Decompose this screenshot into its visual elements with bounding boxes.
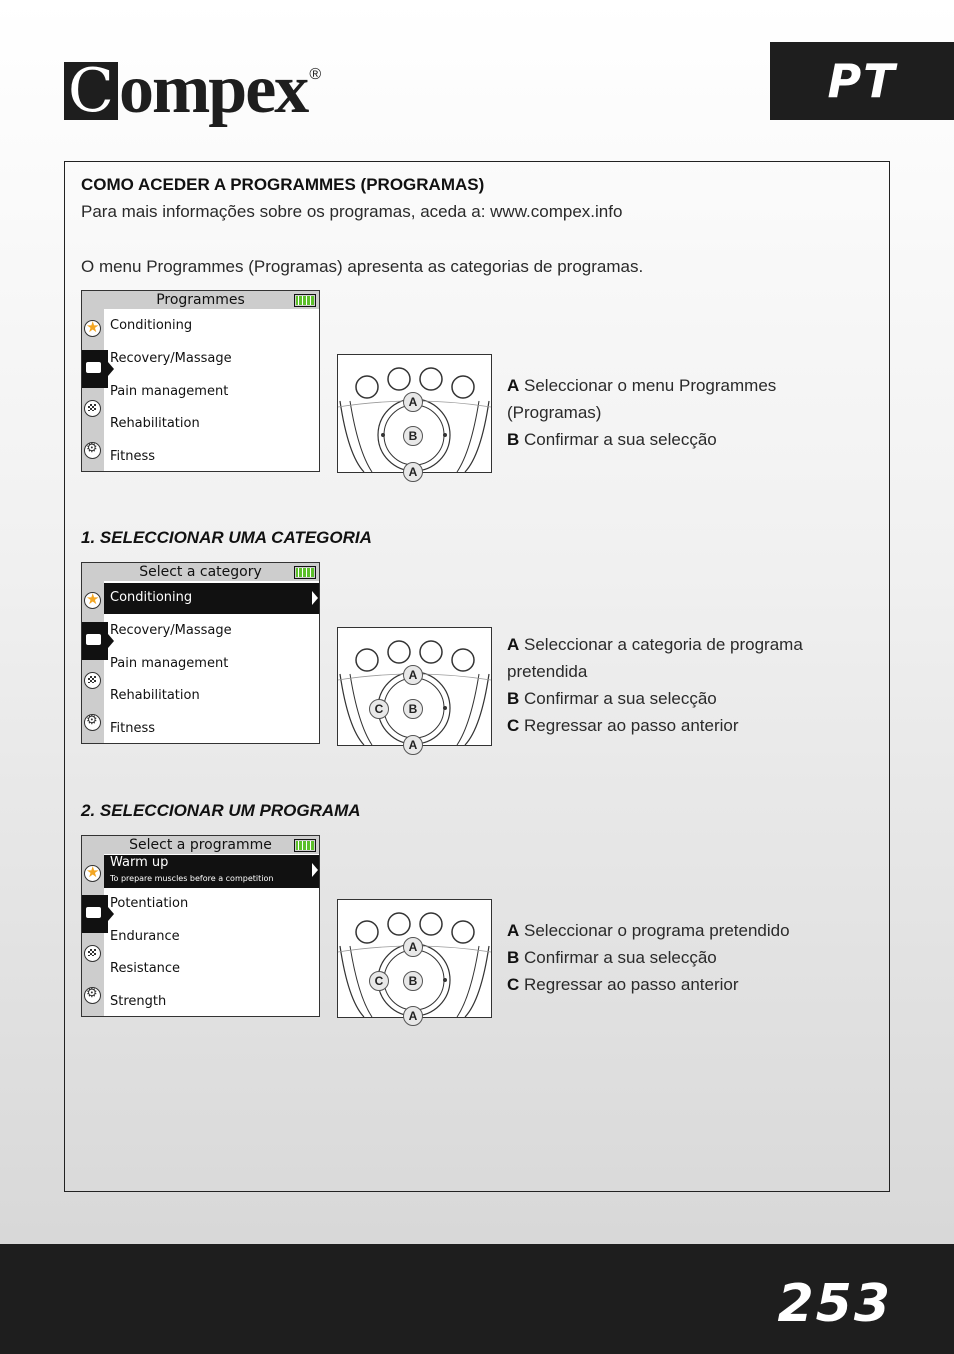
pad-label-b: B: [403, 971, 423, 991]
instruction-b: Confirmar a sua selecção: [519, 430, 717, 449]
screen-title: Select a programme: [82, 836, 319, 854]
key-a: A: [507, 635, 520, 654]
screen-item: Resistance: [110, 961, 181, 976]
pad-label-a: A: [403, 735, 423, 755]
instruction-a: Seleccionar o programa pretendido: [519, 921, 790, 940]
battery-icon: [294, 294, 316, 307]
instructions-1: [507, 372, 776, 453]
language-tab: PT: [770, 42, 954, 120]
battery-icon: [294, 839, 316, 852]
screen-item: Pain management: [110, 656, 229, 671]
screen-item: Pain management: [110, 384, 229, 399]
screen-item: Conditioning: [110, 318, 193, 333]
screen-item-selected: Conditioning: [110, 590, 193, 605]
gear-icon: [84, 987, 101, 1004]
control-pad-drawing: [338, 628, 491, 745]
screen-item: Potentiation: [110, 896, 189, 911]
pad-label-b: B: [403, 426, 423, 446]
info-line: Para mais informações sobre os programas, aceda a: www.compex.info: [81, 202, 623, 221]
folder-icon: [82, 350, 108, 388]
control-pad-drawing: [338, 900, 491, 1017]
instruction-c: Regressar ao passo anterior: [519, 716, 739, 735]
screen-title: Select a category: [82, 563, 319, 581]
instruction-a-cont: (Programas): [507, 403, 602, 422]
key-c: C: [507, 716, 520, 735]
star-icon: [84, 320, 101, 337]
pad-label-a: A: [403, 665, 423, 685]
instruction-a: Seleccionar a categoria de programa: [519, 635, 803, 654]
step2-heading: 2. SELECCIONAR UM PROGRAMA: [81, 801, 361, 820]
key-b: B: [507, 689, 520, 708]
instruction-a: Seleccionar o menu Programmes: [519, 376, 777, 395]
device-screen-select-category: [81, 562, 320, 744]
pad-label-b: B: [403, 699, 423, 719]
key-b: B: [507, 430, 520, 449]
instruction-b: Confirmar a sua selecção: [519, 948, 717, 967]
instruction-c: Regressar ao passo anterior: [519, 975, 739, 994]
compex-logo: [64, 40, 322, 128]
logo-letter-c: C: [64, 62, 118, 120]
pad-label-a: A: [403, 937, 423, 957]
control-pad: [337, 899, 492, 1023]
pad-label-a: A: [403, 462, 423, 482]
screen-item-subtitle: To prepare muscles before a competition: [110, 874, 274, 883]
instructions-3: [507, 917, 790, 998]
screen-item: Fitness: [110, 721, 156, 736]
screen-item: Rehabilitation: [110, 416, 200, 431]
control-pad: [337, 627, 492, 752]
key-b: B: [507, 948, 520, 967]
gear-icon: [84, 442, 101, 459]
step1-heading: 1. SELECCIONAR UMA CATEGORIA: [81, 528, 372, 547]
device-screen-select-programme: [81, 835, 320, 1017]
key-c: C: [507, 975, 520, 994]
key-a: A: [507, 921, 520, 940]
control-pad-drawing: [338, 355, 491, 472]
screen-item-selected: Warm up: [110, 855, 169, 870]
screen-title: Programmes: [82, 291, 319, 309]
menu-line: O menu Programmes (Programas) apresenta as categorias de programas.: [81, 257, 644, 276]
device-screen-programmes: [81, 290, 320, 472]
pad-label-c: C: [369, 699, 389, 719]
screen-item: Endurance: [110, 929, 180, 944]
folder-icon: [82, 895, 108, 933]
screen-item: Strength: [110, 994, 167, 1009]
folder-icon: [82, 622, 108, 660]
screen-item: Recovery/Massage: [110, 623, 232, 638]
instructions-2: [507, 631, 803, 739]
key-a: A: [507, 376, 520, 395]
battery-icon: [294, 566, 316, 579]
gear-icon: [84, 714, 101, 731]
control-pad: [337, 354, 492, 479]
star-icon: [84, 592, 101, 609]
screen-item: Rehabilitation: [110, 688, 200, 703]
section-heading: COMO ACEDER A PROGRAMMES (PROGRAMAS): [81, 175, 485, 194]
flag-icon: [84, 945, 101, 962]
star-icon: [84, 865, 101, 882]
pad-label-a: A: [403, 392, 423, 412]
pad-label-c: C: [369, 971, 389, 991]
screen-item: Fitness: [110, 449, 156, 464]
screen-item: Recovery/Massage: [110, 351, 232, 366]
registered-mark: ®: [309, 66, 322, 83]
logo-wordmark: ompex: [119, 51, 308, 128]
page-footer: [0, 1244, 954, 1354]
flag-icon: [84, 672, 101, 689]
instruction-b: Confirmar a sua selecção: [519, 689, 717, 708]
pad-label-a: A: [403, 1006, 423, 1026]
flag-icon: [84, 400, 101, 417]
page-number: 253: [777, 1274, 892, 1334]
instruction-a-cont: pretendida: [507, 662, 588, 681]
